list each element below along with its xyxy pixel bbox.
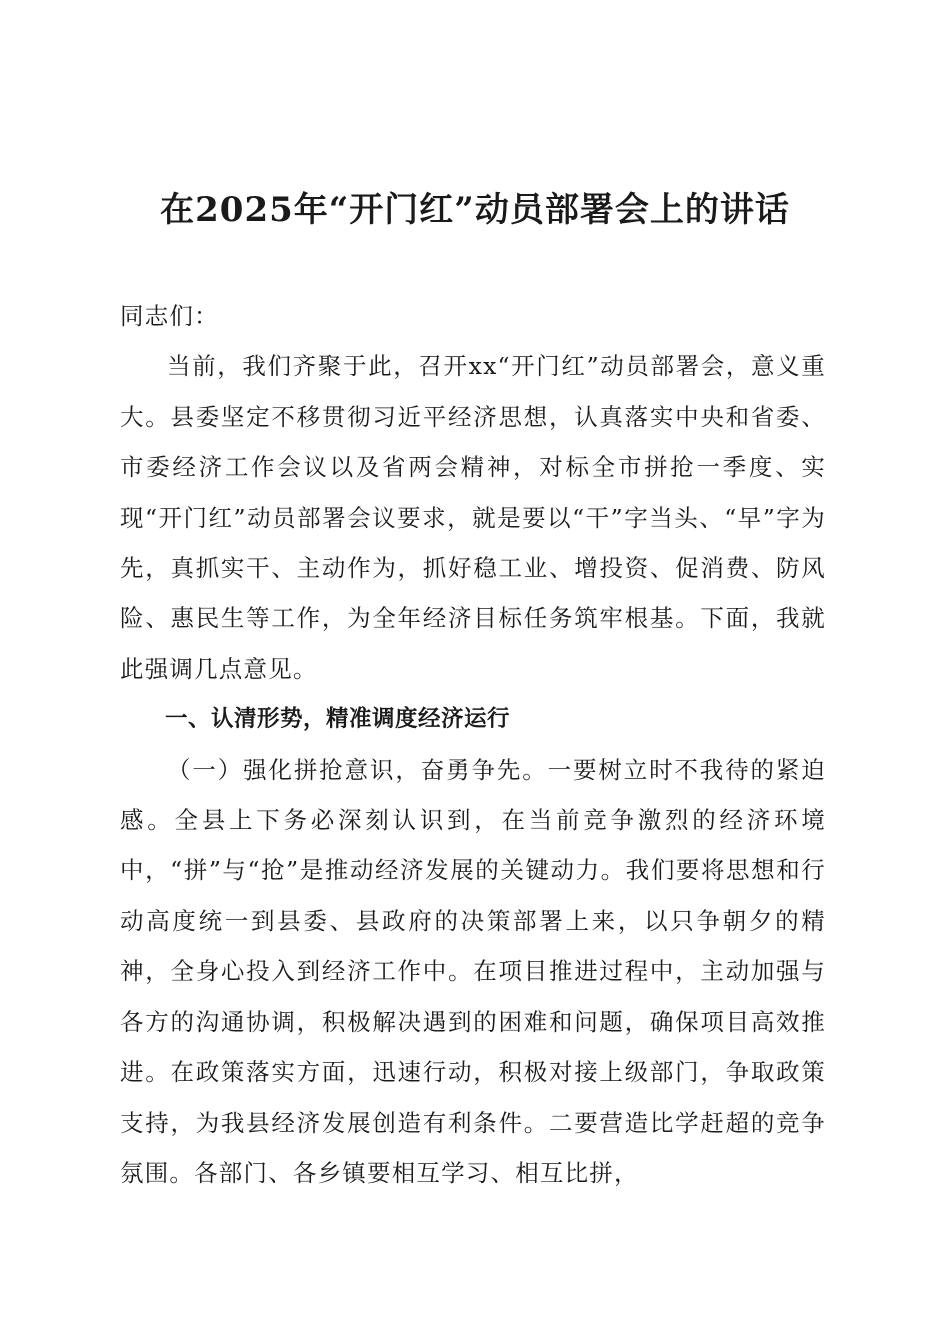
document-title: 在2025年“开门红”动员部署会上的讲话 [160, 190, 790, 230]
salutation: 同志们： [120, 302, 219, 330]
section-heading: 一、认清形势，精准调度经济运行 [165, 706, 511, 733]
intro-paragraph: 当前，我们齐聚于此，召开xx“开门红”动员部署会，意义重大。县委坚定不移贯彻习近平经济思想，认真落实中央和省委、市委经济工作会议以及省两会精神，对标全市拼抢一季度、实现“开门红”动员部署会议要求，就是要以“干”字当头、“早”字为先，真抓实干、主动作为，抓好稳工业、增投资、促消费、防风险、惠民生等工作，为全年经济目标任务筑牢根基。下面，我就此强调几点意见。 [120, 352, 826, 683]
document-body [120, 291, 826, 1198]
section-paragraph: （一）强化拼抢意识，奋勇争先。一要树立时不我待的紧迫感。全县上下务必深刻认识到，在当前竞争激烈的经济环境中，“拼”与“抢”是推动经济发展的关键动力。我们要将思想和行动高度统一到县委、县政府的决策部署上来，以只争朝夕的精神，全身心投入到经济工作中。在项目推进过程中，主动加强与各方的沟通协调，积极解决遇到的困难和问题，确保项目高效推进。在政策落实方面，迅速行动，积极对接上级部门，争取政策支持，为我县经济发展创造有利条件。二要营造比学赶超的竞争氛围。各部门、各乡镇要相互学习、相互比拼， [120, 755, 826, 1187]
